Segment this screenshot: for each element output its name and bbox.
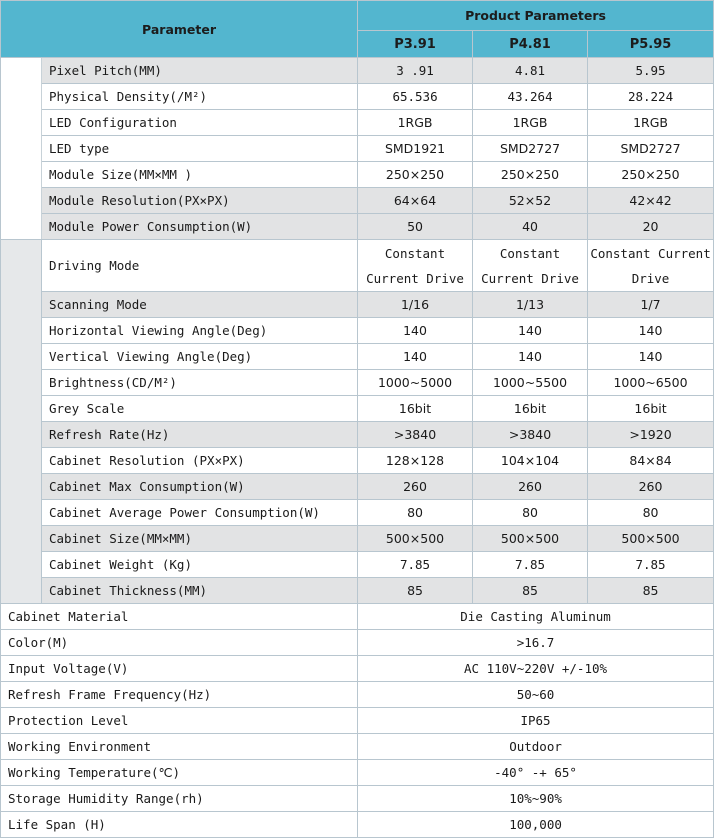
table-row — [1, 786, 714, 812]
row-value: 1/13 — [473, 292, 588, 318]
row-label: Cabinet Average Power Consumption(W) — [42, 500, 358, 526]
table-row — [1, 344, 714, 370]
row-value: 43.264 — [473, 84, 588, 110]
row-label: Storage Humidity Range(rh) — [1, 786, 358, 812]
table-row — [1, 630, 714, 656]
row-value: 28.224 — [588, 84, 714, 110]
table-row — [1, 578, 714, 604]
row-value: 1000~6500 — [588, 370, 714, 396]
model-header-p391: P3.91 — [358, 31, 473, 58]
row-value: 65.536 — [358, 84, 473, 110]
row-label: Working Temperature(℃) — [1, 760, 358, 786]
row-value: Constant Current Drive — [588, 240, 714, 292]
row-value: 500×500 — [588, 526, 714, 552]
table-body — [1, 58, 714, 838]
row-value-shared: 10%~90% — [358, 786, 714, 812]
row-label: Physical Density(/M²) — [42, 84, 358, 110]
row-label: Cabinet Resolution (PX×PX) — [42, 448, 358, 474]
row-label: Cabinet Thickness(MM) — [42, 578, 358, 604]
row-value: 260 — [588, 474, 714, 500]
row-label: LED type — [42, 136, 358, 162]
row-value: 7.85 — [358, 552, 473, 578]
row-value: 250×250 — [358, 162, 473, 188]
row-value: >3840 — [473, 422, 588, 448]
row-value: >3840 — [358, 422, 473, 448]
row-value: SMD2727 — [588, 136, 714, 162]
row-value: 64×64 — [358, 188, 473, 214]
row-label: Cabinet Material — [1, 604, 358, 630]
row-value: 80 — [358, 500, 473, 526]
model-header-p481: P4.81 — [473, 31, 588, 58]
row-value-shared: >16.7 — [358, 630, 714, 656]
row-label: Cabinet Weight (Kg) — [42, 552, 358, 578]
table-row — [1, 708, 714, 734]
row-label: Life Span (H) — [1, 812, 358, 838]
table-row — [1, 318, 714, 344]
row-value: 3 .91 — [358, 58, 473, 84]
row-value: 4.81 — [473, 58, 588, 84]
row-value: 260 — [473, 474, 588, 500]
row-value: 80 — [473, 500, 588, 526]
row-value-shared: Outdoor — [358, 734, 714, 760]
row-value-shared: Die Casting Aluminum — [358, 604, 714, 630]
row-value: 1RGB — [588, 110, 714, 136]
row-value: 140 — [358, 344, 473, 370]
row-value-shared: IP65 — [358, 708, 714, 734]
product-parameters-header: Product Parameters — [358, 1, 714, 31]
row-value: 140 — [473, 318, 588, 344]
row-value: 42×42 — [588, 188, 714, 214]
row-label: Module Resolution(PX×PX) — [42, 188, 358, 214]
row-value: 52×52 — [473, 188, 588, 214]
row-value: 140 — [473, 344, 588, 370]
row-label: Refresh Rate(Hz) — [42, 422, 358, 448]
row-value: 1000~5000 — [358, 370, 473, 396]
row-value-shared: 100,000 — [358, 812, 714, 838]
row-label: Driving Mode — [42, 240, 358, 292]
table-row — [1, 552, 714, 578]
row-value: 80 — [588, 500, 714, 526]
row-value: Constant Current Drive — [473, 240, 588, 292]
row-value: 500×500 — [358, 526, 473, 552]
row-label: Working Environment — [1, 734, 358, 760]
row-label: Horizontal Viewing Angle(Deg) — [42, 318, 358, 344]
row-label: Grey Scale — [42, 396, 358, 422]
row-value: 1/16 — [358, 292, 473, 318]
row-value: 500×500 — [473, 526, 588, 552]
table-row — [1, 422, 714, 448]
table-row — [1, 110, 714, 136]
row-value: 85 — [473, 578, 588, 604]
row-value: 16bit — [588, 396, 714, 422]
table-row — [1, 604, 714, 630]
row-value: 1RGB — [473, 110, 588, 136]
row-value: 140 — [588, 318, 714, 344]
row-value: 1/7 — [588, 292, 714, 318]
row-value: 250×250 — [588, 162, 714, 188]
table-row — [1, 84, 714, 110]
row-value: 50 — [358, 214, 473, 240]
table-row — [1, 526, 714, 552]
row-value: 7.85 — [588, 552, 714, 578]
row-value: 140 — [588, 344, 714, 370]
table-row — [1, 58, 714, 84]
row-value: 16bit — [473, 396, 588, 422]
row-value-shared: -40° -+ 65° — [358, 760, 714, 786]
table-row — [1, 292, 714, 318]
row-label: Input Voltage(V) — [1, 656, 358, 682]
row-value: Constant Current Drive — [358, 240, 473, 292]
table-row — [1, 396, 714, 422]
row-label: Brightness(CD/M²) — [42, 370, 358, 396]
row-label: Refresh Frame Frequency(Hz) — [1, 682, 358, 708]
row-value: 104×104 — [473, 448, 588, 474]
row-value: 84×84 — [588, 448, 714, 474]
row-value: 40 — [473, 214, 588, 240]
table-row — [1, 760, 714, 786]
row-value: SMD1921 — [358, 136, 473, 162]
parameter-header: Parameter — [1, 1, 358, 58]
table-row — [1, 500, 714, 526]
table-row — [1, 214, 714, 240]
table-row — [1, 448, 714, 474]
table-row — [1, 136, 714, 162]
table-row — [1, 734, 714, 760]
row-value: 85 — [588, 578, 714, 604]
row-value-shared: 50~60 — [358, 682, 714, 708]
table-row — [1, 682, 714, 708]
row-value: >1920 — [588, 422, 714, 448]
model-header-p595: P5.95 — [588, 31, 714, 58]
row-value: 5.95 — [588, 58, 714, 84]
row-label: Pixel Pitch(MM) — [42, 58, 358, 84]
group-side-cell-cabinet — [1, 240, 42, 604]
row-value: 1000~5500 — [473, 370, 588, 396]
row-value: 85 — [358, 578, 473, 604]
table-row — [1, 162, 714, 188]
row-value: 1RGB — [358, 110, 473, 136]
row-label: LED Configuration — [42, 110, 358, 136]
row-value: 260 — [358, 474, 473, 500]
table-row — [1, 474, 714, 500]
row-label: Cabinet Size(MM×MM) — [42, 526, 358, 552]
row-label: Vertical Viewing Angle(Deg) — [42, 344, 358, 370]
row-label: Cabinet Max Consumption(W) — [42, 474, 358, 500]
table-row — [1, 370, 714, 396]
row-value: 140 — [358, 318, 473, 344]
table-row — [1, 240, 714, 292]
row-label: Protection Level — [1, 708, 358, 734]
table-row — [1, 188, 714, 214]
row-label: Module Power Consumption(W) — [42, 214, 358, 240]
row-value: SMD2727 — [473, 136, 588, 162]
row-value: 20 — [588, 214, 714, 240]
row-label: Color(M) — [1, 630, 358, 656]
group-side-cell-module — [1, 58, 42, 240]
row-value: 250×250 — [473, 162, 588, 188]
row-label: Module Size(MM×MM ) — [42, 162, 358, 188]
row-label: Scanning Mode — [42, 292, 358, 318]
table-row — [1, 656, 714, 682]
row-value: 16bit — [358, 396, 473, 422]
row-value-shared: AC 110V~220V +/-10% — [358, 656, 714, 682]
row-value: 128×128 — [358, 448, 473, 474]
row-value: 7.85 — [473, 552, 588, 578]
